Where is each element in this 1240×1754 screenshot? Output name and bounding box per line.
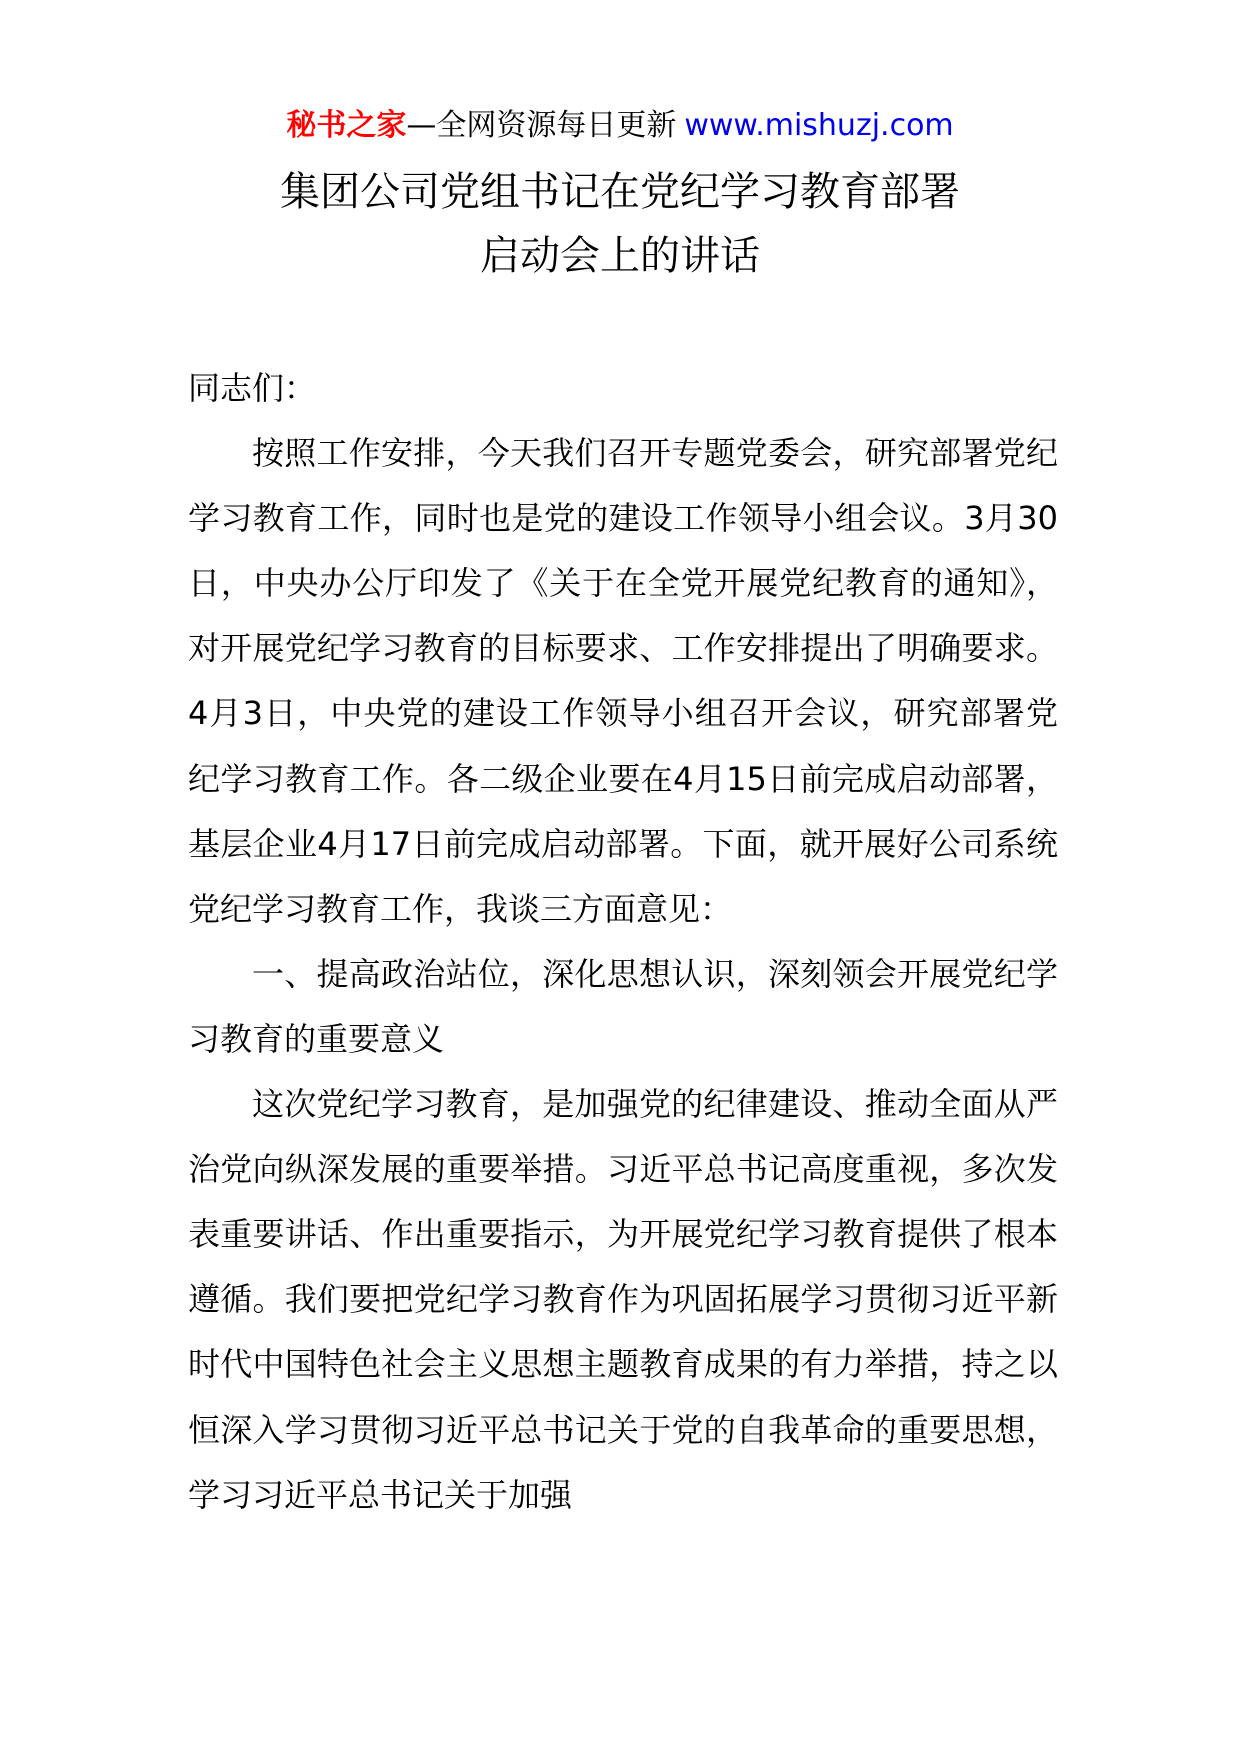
section-heading-1: 一、提高政治站位，深化思想认识，深刻领会开展党纪学习教育的重要意义 [188, 954, 1058, 1058]
paragraph-section-1: 这次党纪学习教育，是加强党的纪律建设、推动全面从严治党向纵深发展的重要举措。习近平总书记高度重视，多次发表重要讲话、作出重要指示，为开展党纪学习教育提供了根本遵循。我们要把党纪学习教育作为巩固拓展学习贯彻习近平新时代中国特色社会主义思想主题教育成果的有力举措，持之以恒深入学习贯彻习近平总书记关于党的自我革命的重要思想，学习习近平总书记关于加强 [188, 1085, 1058, 1514]
site-name-link[interactable]: 秘书之家 [286, 108, 407, 143]
salutation: 同志们： [188, 369, 317, 407]
document-title-line-1: 集团公司党组书记在党纪学习教育部署 [280, 169, 960, 215]
site-tagline: —全网资源每日更新 [406, 108, 677, 143]
paragraph-intro: 按照工作安排，今天我们召开专题党委会，研究部署党纪学习教育工作，同时也是党的建设工作领导小组会议。3月30日，中央办公厅印发了《关于在全党开展党纪教育的通知》，对开展党纪学习教育的目标要求、工作安排提出了明确要求。4月3日，中央党的建设工作领导小组召开会议，研究部署党纪学习教育工作。各二级企业要在4月15日前完成启动部署，基层企业4月17日前完成启动部署。下面，就开展好公司系统党纪学习教育工作，我谈三方面意见： [188, 434, 1058, 928]
site-url-link[interactable]: www.mishuzj.com [684, 108, 954, 143]
site-header [0, 104, 1240, 148]
document-title [0, 160, 1240, 288]
document-title-line-2: 启动会上的讲话 [480, 233, 760, 279]
document-body [188, 356, 1058, 1528]
